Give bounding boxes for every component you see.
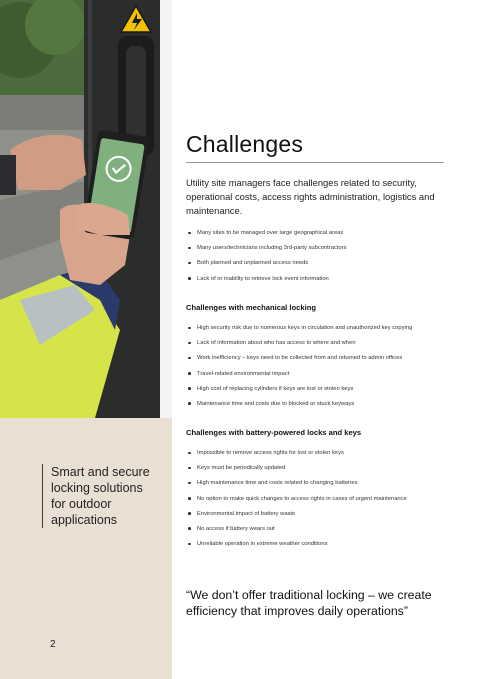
tagline-line: Smart and secure — [51, 465, 150, 479]
title-divider — [186, 162, 444, 163]
photo-phone-unlocking-cabinet — [0, 0, 172, 418]
list-item: High cost of replacing cylinders if keys are lost or stolen keys — [186, 385, 444, 400]
list-item: Unreliable operation in extreme weather conditions — [186, 540, 444, 555]
page-title: Challenges — [186, 131, 304, 157]
tagline-block — [42, 464, 167, 528]
mechanical-challenges-list — [186, 324, 444, 415]
list-item: Keys must be periodically updated — [186, 464, 444, 479]
list-item: Many sites to be managed over large geographical areas — [186, 229, 444, 244]
pull-quote: “We don’t offer traditional locking – we create efficiency that improves daily operations” — [186, 588, 432, 618]
tagline-line: locking solutions — [51, 481, 143, 495]
left-column — [0, 0, 172, 679]
list-item: Impossible to remove access rights for lost or stolen keys — [186, 449, 444, 464]
list-item: High security risk due to numerous keys in circulation and unauthorized key copying — [186, 324, 444, 339]
battery-challenges-list — [186, 449, 444, 555]
list-item: Travel-related environmental impact — [186, 370, 444, 385]
photo-illustration — [0, 0, 172, 418]
tagline-line: for outdoor — [51, 497, 112, 511]
list-item: Lack of or inability to retrieve lock event information — [186, 275, 444, 290]
general-challenges-list — [186, 229, 444, 290]
list-item: Lack of information about who has access to where and when — [186, 339, 444, 354]
list-item: Work inefficiency – keys need to be collected from and returned to admin offices — [186, 354, 444, 369]
list-item: No option to make quick changes to access rights in cases of urgent maintenance — [186, 495, 444, 510]
list-item: High maintenance time and costs related to changing batteries — [186, 479, 444, 494]
list-item: Maintenance time and costs due to blocked or stuck keyways — [186, 400, 444, 415]
mechanical-heading: Challenges with mechanical locking — [186, 303, 316, 312]
list-item: Many users/technicians including 3rd-party subcontractors — [186, 244, 444, 259]
intro-paragraph: Utility site managers face challenges related to security, operational costs, access rights administration, logistics and maintenance. — [186, 177, 435, 216]
list-item: No access if battery wears out — [186, 525, 444, 540]
battery-heading: Challenges with battery-powered locks and keys — [186, 428, 362, 437]
list-item: Both planned and unplanned access needs — [186, 259, 444, 274]
list-item: Environmental impact of battery waste — [186, 510, 444, 525]
tagline-line: applications — [51, 513, 118, 527]
page-number: 2 — [50, 639, 56, 650]
